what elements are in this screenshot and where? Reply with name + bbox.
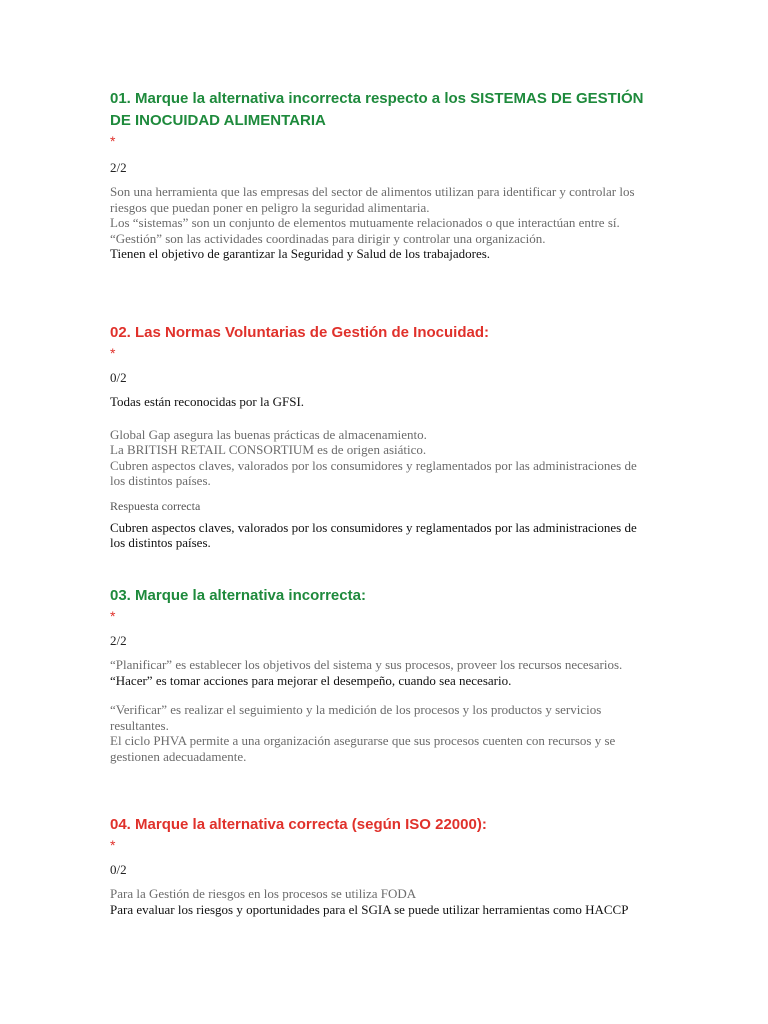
option[interactable]: “Planificar” es establecer los objetivos del sistema y sus procesos, proveer los recursos necesarios. (110, 657, 623, 672)
question-2-title: 02. Las Normas Voluntarias de Gestión de Inocuidad: (110, 324, 489, 341)
option-selected[interactable]: Para evaluar los riesgos y oportunidades para el SGIA se puede utilizar herramientas como HACCP (110, 901, 629, 917)
question-4-score: 0/2 (110, 862, 127, 877)
question-2-options (110, 427, 655, 489)
option[interactable]: Para la Gestión de riesgos en los procesos se utiliza FODA (110, 886, 417, 901)
option-selected[interactable]: Tienen el objetivo de garantizar la Seguridad y Salud de los trabajadores. (110, 246, 491, 261)
option[interactable]: Cubren aspectos claves, valorados por los consumidores y reglamentados por las administraciones de los distintos países. (110, 457, 637, 488)
question-3-options (110, 657, 655, 764)
required-mark: * (110, 837, 116, 853)
question-1-title: 01. Marque la alternativa incorrecta respecto a los SISTEMAS DE GESTIÓN DE INOCUIDAD ALIMENTARIA (110, 90, 644, 129)
question-1 (110, 88, 655, 262)
option[interactable]: Los “sistemas” son un conjunto de elementos mutuamente relacionados o que interactúan entre sí. (110, 215, 620, 230)
option-selected[interactable]: “Hacer” es tomar acciones para mejorar el desempeño, cuando sea necesario. (110, 672, 512, 688)
required-mark: * (110, 133, 116, 149)
question-4-title: 04. Marque la alternativa correcta (según ISO 22000): (110, 816, 487, 833)
correct-answer: Cubren aspectos claves, valorados por los consumidores y reglamentados por las administraciones de los distintos países. (110, 519, 637, 550)
question-3-title: 03. Marque la alternativa incorrecta: (110, 587, 366, 604)
option[interactable]: El ciclo PHVA permite a una organización asegurarse que sus procesos cuenten con recursos y se gestionen adecuadamente. (110, 733, 616, 764)
option[interactable]: Son una herramienta que las empresas del sector de alimentos utilizan para identificar y controlar los riesgos que puedan poner en peligro la seguridad alimentaria. (110, 184, 635, 215)
option-selected[interactable]: Todas están reconocidas por la GFSI. (110, 394, 305, 409)
option[interactable]: “Verificar” es realizar el seguimiento y la medición de los procesos y los productos y servicios resultantes. (110, 702, 602, 733)
option[interactable]: La BRITISH RETAIL CONSORTIUM es de origen asiático. (110, 442, 427, 457)
question-4-options (110, 886, 655, 917)
option[interactable]: “Gestión” son las actividades coordinadas para dirigir y controlar una organización. (110, 230, 546, 246)
required-mark: * (110, 345, 116, 361)
required-mark: * (110, 608, 116, 624)
question-4 (110, 814, 655, 917)
question-1-options (110, 184, 655, 262)
question-2 (110, 322, 655, 551)
correct-answer-label: Respuesta correcta (110, 498, 201, 513)
question-3-score: 2/2 (110, 633, 127, 648)
question-3 (110, 585, 655, 764)
question-1-score: 2/2 (110, 160, 127, 175)
question-2-score: 0/2 (110, 370, 127, 385)
option[interactable]: Global Gap asegura las buenas prácticas de almacenamiento. (110, 426, 427, 442)
